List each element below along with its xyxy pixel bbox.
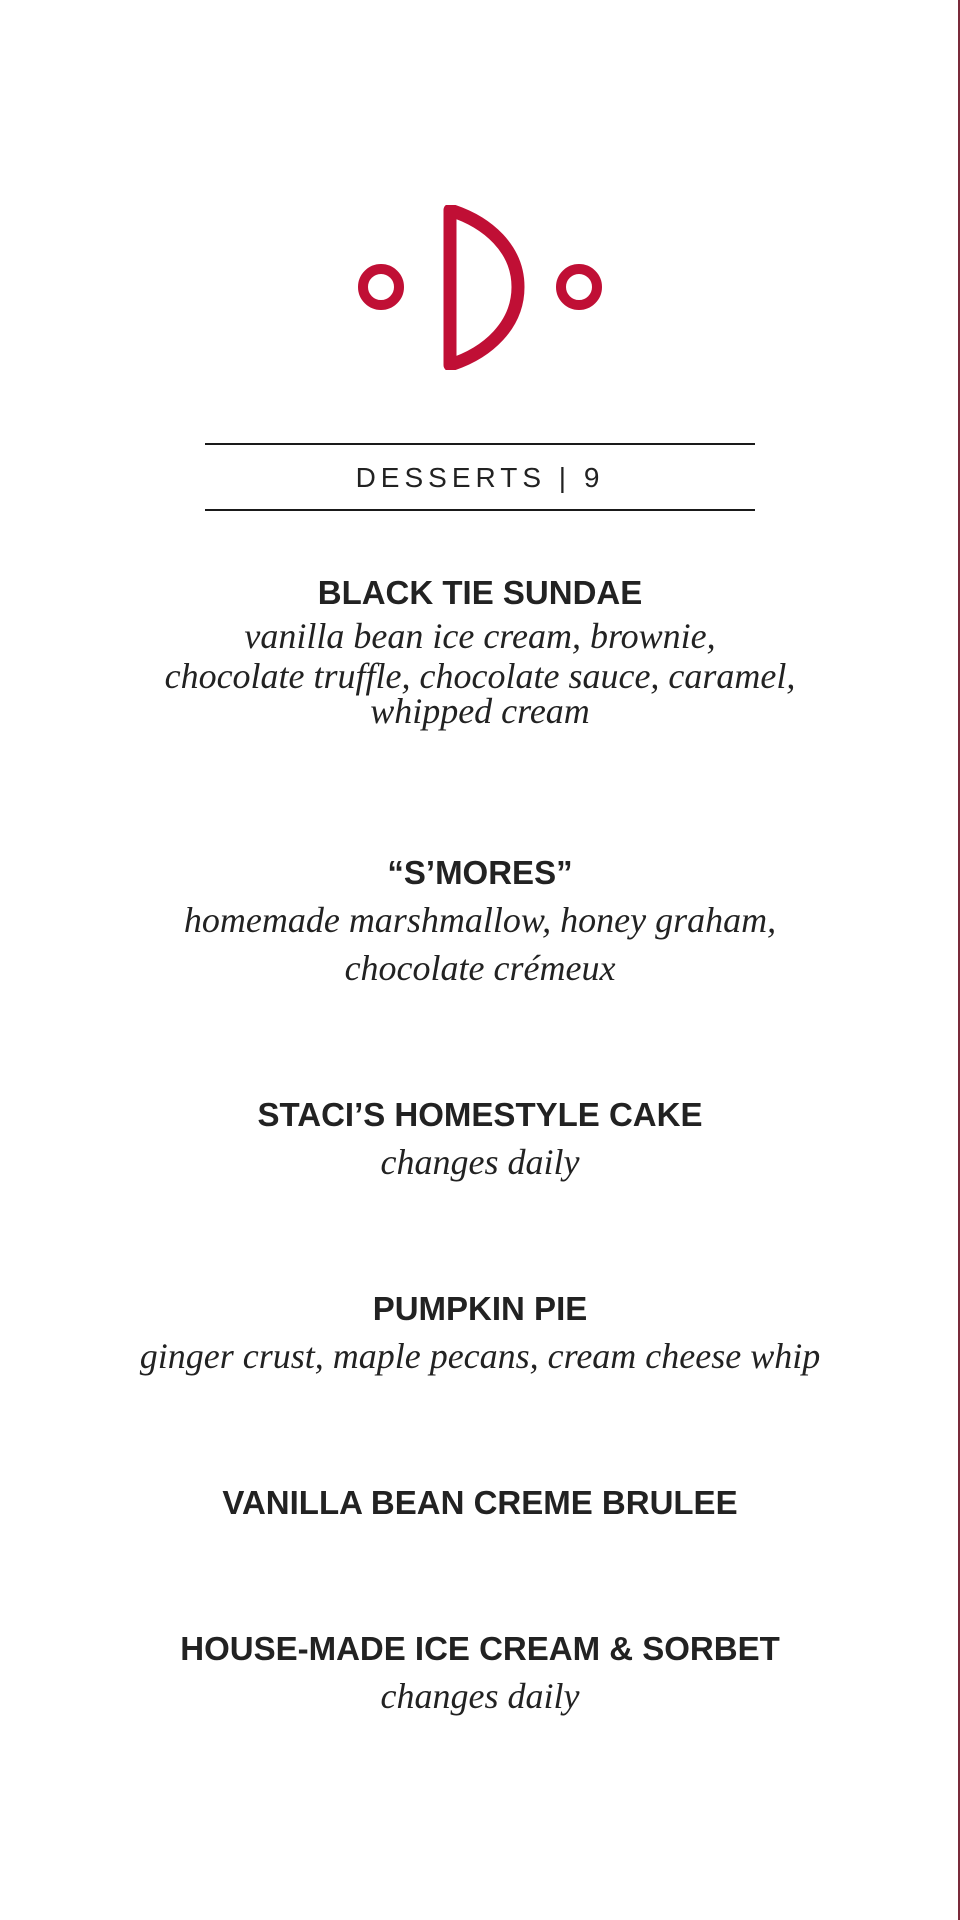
menu-item — [60, 1094, 900, 1186]
menu-item-description — [60, 1672, 900, 1720]
odo-monogram-icon — [350, 205, 610, 370]
menu-item-description — [60, 896, 900, 992]
description-line: ginger crust, maple pecans, cream cheese whip — [139, 1336, 821, 1376]
description-line: chocolate truffle, chocolate sauce, caramel, — [164, 656, 796, 696]
menu-item-name: BLACK TIE SUNDAE — [317, 574, 643, 611]
section-rule-top — [205, 443, 755, 445]
logo-left-circle — [363, 269, 399, 305]
menu-item — [60, 1288, 900, 1380]
description-line: whipped cream — [370, 691, 590, 731]
description-line: vanilla bean ice cream, brownie, — [244, 616, 716, 656]
description-line: homemade marshmallow, honey graham, — [183, 900, 777, 940]
section-title: DESSERTS | 9 — [355, 462, 605, 493]
menu-item-description — [60, 616, 900, 731]
logo-right-circle — [561, 269, 597, 305]
menu-item-name: “S’MORES” — [387, 854, 573, 891]
menu-item — [60, 1482, 900, 1524]
description-line: changes daily — [380, 1142, 580, 1182]
menu-item — [60, 1628, 900, 1720]
description-line: changes daily — [380, 1676, 580, 1716]
logo-d-letter — [450, 210, 518, 365]
menu-item-description — [60, 1138, 900, 1186]
menu-item-name: HOUSE-MADE ICE CREAM & SORBET — [180, 1630, 780, 1667]
menu-item-description — [60, 1332, 900, 1380]
menu-item-name: STACI’S HOMESTYLE CAKE — [257, 1096, 703, 1133]
menu-item-name: VANILLA BEAN CREME BRULEE — [222, 1484, 738, 1521]
section-rule-bottom — [205, 509, 755, 511]
menu-item — [60, 852, 900, 992]
description-line: chocolate crémeux — [344, 948, 616, 988]
menu-item-name: PUMPKIN PIE — [372, 1290, 588, 1327]
menu-item — [60, 572, 900, 731]
